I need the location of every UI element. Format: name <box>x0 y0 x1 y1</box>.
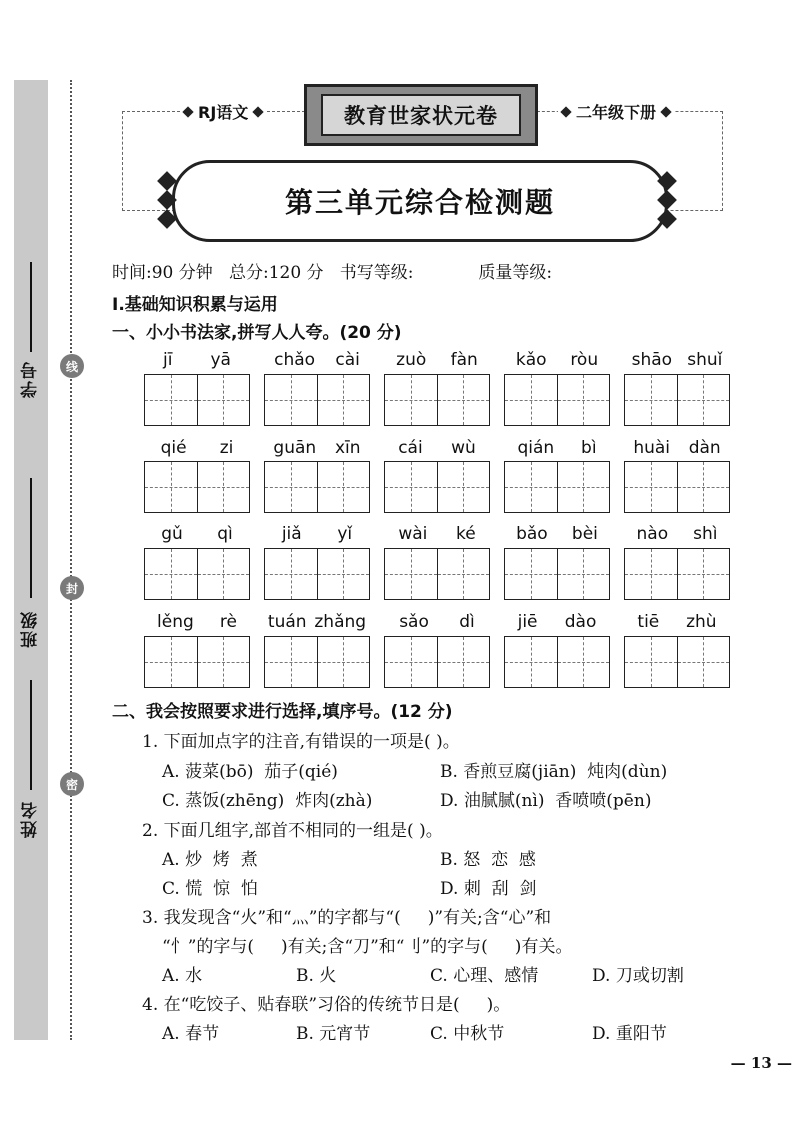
seal-mi: 密 <box>60 772 84 796</box>
pinyin-syllable: qié <box>160 438 187 458</box>
q2-1-stem: 1. 下面加点字的注音,有错误的一项是( )。 <box>142 732 460 752</box>
pinyin-syllable: shuǐ <box>687 350 723 370</box>
diamond-icon <box>660 106 671 117</box>
character-cell[interactable] <box>145 549 197 599</box>
pinyin-syllable: gǔ <box>161 524 183 544</box>
page-number: — 13 — <box>730 1054 792 1072</box>
character-cell[interactable] <box>265 549 317 599</box>
tianzige-box[interactable] <box>504 461 610 513</box>
q2-2-option-d: D. 刺 刮 剑 <box>440 879 537 899</box>
grade-label: 二年级下册 <box>576 103 657 122</box>
pinyin-syllable: lěng <box>157 612 194 632</box>
character-cell[interactable] <box>505 462 557 512</box>
tianzige-box[interactable] <box>264 374 370 426</box>
tianzige-box[interactable] <box>144 548 250 600</box>
pinyin-syllable: tiē <box>637 612 660 632</box>
class-label: 班级 <box>21 610 41 648</box>
character-cell[interactable] <box>505 375 557 425</box>
character-cell[interactable] <box>265 637 317 687</box>
pinyin-syllable: kǎo <box>515 350 547 370</box>
tianzige-box[interactable] <box>624 374 730 426</box>
tianzige-box[interactable] <box>144 636 250 688</box>
q1-heading: 一、小小书法家,拼写人人夸。(20 分) <box>112 323 402 343</box>
q2-4-option-b: B. 元宵节 <box>296 1024 371 1044</box>
student-id-blank <box>30 262 32 352</box>
character-cell[interactable] <box>505 549 557 599</box>
pinyin-syllable: xīn <box>335 438 361 458</box>
tianzige-box[interactable] <box>624 548 730 600</box>
character-cell[interactable] <box>677 637 730 687</box>
student-id-label: 学号 <box>21 360 41 398</box>
name-blank <box>30 680 32 790</box>
q2-2-option-a: A. 炒 烤 煮 <box>162 850 258 870</box>
character-cell[interactable] <box>625 375 677 425</box>
character-cell[interactable] <box>197 549 250 599</box>
seal-xian: 线 <box>60 354 84 378</box>
subject-tag <box>180 100 266 123</box>
subject-label: RJ语文 <box>198 103 249 122</box>
pinyin-syllable: jiǎ <box>281 524 302 544</box>
tianzige-box[interactable] <box>624 636 730 688</box>
exam-info: 时间:90 分钟 总分:120 分 书写等级: 质量等级: <box>112 263 553 283</box>
q2-1-option-c: C. 蒸饭(zhēng) 炸肉(zhà) <box>162 791 373 811</box>
character-cell[interactable] <box>265 375 317 425</box>
pinyin-syllable: qián <box>517 438 555 458</box>
diamond-icon <box>182 106 193 117</box>
pinyin-syllable: qì <box>217 524 233 544</box>
character-cell[interactable] <box>557 549 610 599</box>
pinyin-syllable: jī <box>163 350 173 370</box>
title-diamonds-left <box>160 174 174 226</box>
q2-4-option-d: D. 重阳节 <box>592 1024 667 1044</box>
q2-4-stem: 4. 在“吃饺子、贴春联”习俗的传统节日是( )。 <box>142 995 511 1015</box>
pinyin-label <box>504 612 610 632</box>
q2-2-option-b: B. 怒 恋 感 <box>440 850 536 870</box>
character-cell[interactable] <box>625 462 677 512</box>
character-cell[interactable] <box>677 549 730 599</box>
pinyin-label <box>624 438 730 458</box>
character-cell[interactable] <box>265 462 317 512</box>
character-cell[interactable] <box>145 637 197 687</box>
character-cell[interactable] <box>437 462 490 512</box>
q2-2-option-c: C. 慌 惊 怕 <box>162 879 258 899</box>
q2-3-stem-line1: 3. 我发现含“火”和“灬”的字都与“( )”有关;含“心”和 <box>142 908 552 928</box>
q2-4-option-a: A. 春节 <box>162 1024 220 1044</box>
q2-2-stem: 2. 下面几组字,部首不相同的一组是( )。 <box>142 821 443 841</box>
pinyin-syllable: zuò <box>396 350 427 370</box>
pinyin-syllable: guān <box>273 438 317 458</box>
pinyin-syllable: dàn <box>688 438 721 458</box>
character-cell[interactable] <box>197 375 250 425</box>
tianzige-box[interactable] <box>384 374 490 426</box>
pinyin-label <box>144 438 250 458</box>
q2-1-option-d: D. 油腻腻(nì) 香喷喷(pēn) <box>440 791 652 811</box>
name-label: 姓名 <box>21 800 41 838</box>
pinyin-syllable: bèi <box>571 524 598 544</box>
pinyin-syllable: tuán <box>267 612 307 632</box>
tianzige-box[interactable] <box>264 636 370 688</box>
pinyin-label <box>144 612 250 632</box>
character-cell[interactable] <box>317 462 370 512</box>
seal-feng: 封 <box>60 576 84 600</box>
q2-3-option-b: B. 火 <box>296 966 337 986</box>
pinyin-label <box>504 524 610 544</box>
character-cell[interactable] <box>197 637 250 687</box>
pinyin-syllable: nào <box>636 524 669 544</box>
tianzige-box[interactable] <box>384 636 490 688</box>
tianzige-box[interactable] <box>384 461 490 513</box>
q2-3-stem-line2: “忄”的字与( )有关;含“刀”和“刂”的字与( )有关。 <box>162 937 573 957</box>
diamond-icon <box>253 106 264 117</box>
character-cell[interactable] <box>677 375 730 425</box>
pinyin-syllable: cái <box>398 438 423 458</box>
character-cell[interactable] <box>197 462 250 512</box>
tianzige-box[interactable] <box>504 548 610 600</box>
character-cell[interactable] <box>385 637 437 687</box>
character-cell[interactable] <box>557 637 610 687</box>
character-cell[interactable] <box>145 462 197 512</box>
pinyin-syllable: ròu <box>570 350 599 370</box>
q2-3-option-d: D. 刀或切割 <box>592 966 684 986</box>
pinyin-syllable: cài <box>335 350 360 370</box>
exam-title: 第三单元综合检测题 <box>172 160 668 242</box>
brand-scroll <box>304 84 538 146</box>
character-cell[interactable] <box>505 637 557 687</box>
pinyin-syllable: fàn <box>450 350 478 370</box>
pinyin-syllable: bǎo <box>516 524 548 544</box>
q2-1-option-b: B. 香煎豆腐(jiān) 炖肉(dùn) <box>440 762 668 782</box>
pinyin-label <box>144 350 250 370</box>
pinyin-syllable: yā <box>210 350 231 370</box>
character-cell[interactable] <box>385 375 437 425</box>
pinyin-syllable: zi <box>219 438 234 458</box>
character-cell[interactable] <box>677 462 730 512</box>
pinyin-syllable: dào <box>564 612 597 632</box>
character-cell[interactable] <box>317 375 370 425</box>
tianzige-box[interactable] <box>144 374 250 426</box>
pinyin-syllable: jiē <box>517 612 538 632</box>
character-cell[interactable] <box>437 549 490 599</box>
pinyin-label <box>264 350 370 370</box>
character-cell[interactable] <box>317 549 370 599</box>
tianzige-box[interactable] <box>264 461 370 513</box>
tianzige-box[interactable] <box>504 636 610 688</box>
pinyin-syllable: chǎo <box>274 350 316 370</box>
pinyin-syllable: zhù <box>686 612 717 632</box>
character-cell[interactable] <box>557 462 610 512</box>
pinyin-syllable: wài <box>398 524 428 544</box>
pinyin-syllable: dì <box>459 612 475 632</box>
q2-3-option-c: C. 心理、感情 <box>430 966 539 986</box>
tianzige-box[interactable] <box>624 461 730 513</box>
tianzige-box[interactable] <box>144 461 250 513</box>
pinyin-syllable: sǎo <box>399 612 429 632</box>
pinyin-label <box>264 524 370 544</box>
q2-4-option-c: C. 中秋节 <box>430 1024 505 1044</box>
pinyin-syllable: wù <box>451 438 476 458</box>
pinyin-label <box>384 350 490 370</box>
character-cell[interactable] <box>145 375 197 425</box>
brand-title: 教育世家状元卷 <box>321 94 521 136</box>
pinyin-label <box>504 438 610 458</box>
cut-line <box>70 80 72 1040</box>
pinyin-syllable: ké <box>455 524 476 544</box>
pinyin-label <box>264 612 370 632</box>
character-cell[interactable] <box>625 549 677 599</box>
character-cell[interactable] <box>437 375 490 425</box>
class-blank <box>30 478 32 598</box>
pinyin-label <box>384 438 490 458</box>
character-cell[interactable] <box>317 637 370 687</box>
character-cell[interactable] <box>557 375 610 425</box>
pinyin-syllable: rè <box>219 612 237 632</box>
grade-tag <box>558 100 674 123</box>
pinyin-label <box>624 612 730 632</box>
q2-1-option-a: A. 菠菜(bō) 茄子(qié) <box>162 762 338 782</box>
pinyin-syllable: zhǎng <box>314 612 367 632</box>
pinyin-label <box>264 438 370 458</box>
pinyin-syllable: yǐ <box>337 524 353 544</box>
pinyin-label <box>384 612 490 632</box>
character-cell[interactable] <box>625 637 677 687</box>
character-cell[interactable] <box>437 637 490 687</box>
pinyin-syllable: shì <box>693 524 718 544</box>
pinyin-syllable: bì <box>581 438 597 458</box>
pinyin-label <box>384 524 490 544</box>
title-diamonds-right <box>660 174 674 226</box>
tianzige-box[interactable] <box>504 374 610 426</box>
q2-heading: 二、我会按照要求进行选择,填序号。(12 分) <box>112 702 453 722</box>
section-heading: Ⅰ.基础知识积累与运用 <box>112 295 278 315</box>
pinyin-label <box>504 350 610 370</box>
character-cell[interactable] <box>385 549 437 599</box>
pinyin-syllable: huài <box>633 438 671 458</box>
pinyin-label <box>624 350 730 370</box>
pinyin-label <box>624 524 730 544</box>
diamond-icon <box>560 106 571 117</box>
tianzige-box[interactable] <box>384 548 490 600</box>
pinyin-syllable: shāo <box>631 350 673 370</box>
tianzige-box[interactable] <box>264 548 370 600</box>
pinyin-label <box>144 524 250 544</box>
character-cell[interactable] <box>385 462 437 512</box>
q2-3-option-a: A. 水 <box>162 966 203 986</box>
